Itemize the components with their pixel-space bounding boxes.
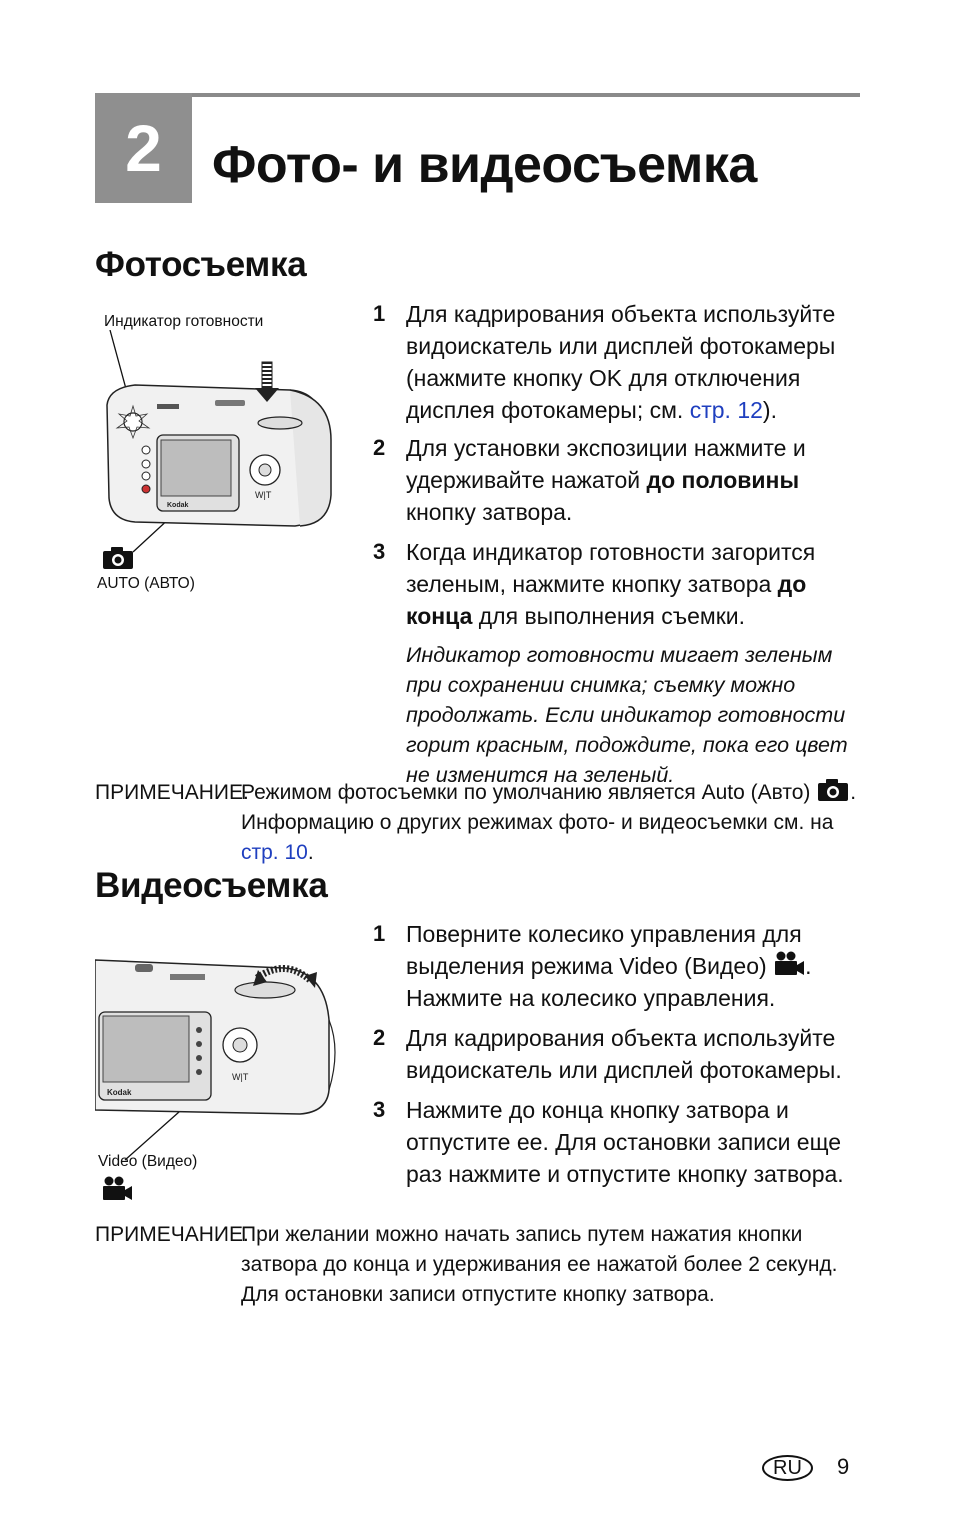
step-number: 1 xyxy=(373,921,386,946)
svg-text:Kodak: Kodak xyxy=(107,1088,132,1097)
note-line-1-end: . xyxy=(850,781,857,804)
note-line-2-end: . xyxy=(307,841,314,864)
step-text xyxy=(406,298,866,426)
step-text-tail: кнопку затвора. xyxy=(406,499,573,525)
step-text-bold: до половины xyxy=(646,467,800,493)
step-number: 2 xyxy=(373,1025,386,1050)
step-text: Нажмите до конца кнопку затвора и отпустите ее. Для остановки записи еще раз нажмите и отпустите кнопку затвора. xyxy=(406,1097,844,1187)
language-badge: RU xyxy=(762,1455,813,1481)
camera-video-illustration xyxy=(95,940,345,1170)
step-text-bold: до конца xyxy=(406,571,807,629)
page-link[interactable]: стр. 12 xyxy=(689,397,763,423)
ready-indicator-note: Индикатор готовности мигает зеленым при сохранении снимка; съемку можно продолжать. Если индикатор готовности горит красным, подождите, пока его цвет не изменится на зеленый. xyxy=(406,643,848,787)
video-mode-label: Video (Видео) xyxy=(98,1153,198,1170)
step-text: Для кадрирования объекта используйте видоискатель или дисплей фотокамеры. xyxy=(406,1025,842,1083)
svg-text:W|T: W|T xyxy=(255,490,272,500)
step-number: 3 xyxy=(373,539,386,564)
step-text xyxy=(406,918,866,1014)
chapter-number: 2 xyxy=(125,111,162,185)
step-number: 2 xyxy=(373,435,386,460)
section-title-video: Видеосъемка xyxy=(95,866,328,905)
camera-icon xyxy=(816,778,850,802)
note-line-1: Режимом фотосъемки по умолчанию является Auto (Авто) xyxy=(241,781,811,804)
step-text-body: Когда индикатор готовности загорится зеленым, нажмите кнопку затвора xyxy=(406,539,816,597)
step-text-tail: . Нажмите на колесико управления. xyxy=(406,953,812,1011)
header-rule xyxy=(192,93,860,97)
step-text xyxy=(406,536,866,632)
step-text-body: Для установки экспозиции нажмите и удерживайте нажатой xyxy=(406,435,806,493)
svg-text:Kodak: Kodak xyxy=(167,502,189,509)
step-text xyxy=(406,432,866,528)
video-camera-icon xyxy=(773,951,805,977)
note-text xyxy=(241,778,861,868)
step-text-tail: ). xyxy=(762,397,777,423)
camera-icon xyxy=(102,546,134,570)
step-text-body: Для кадрирования объекта используйте видоискатель или дисплей фотокамеры (нажмите кнопку OK для отключения дисплея фотокамеры; см. xyxy=(406,301,836,423)
page-link[interactable]: стр. 10 xyxy=(241,841,308,864)
svg-text:W|T: W|T xyxy=(232,1072,249,1082)
auto-mode-label: AUTO (АВТО) xyxy=(97,575,195,592)
note-label: ПРИМЕЧАНИЕ. xyxy=(95,1223,249,1246)
page-number: 9 xyxy=(837,1454,850,1479)
video-camera-icon xyxy=(101,1176,133,1202)
chapter-title: Фото- и видеосъемка xyxy=(212,136,757,194)
camera-back-illustration xyxy=(95,330,345,580)
step-number: 3 xyxy=(373,1097,386,1122)
step-number: 1 xyxy=(373,301,386,326)
step-text-body: Поверните колесико управления для выделения режима Video (Видео) xyxy=(406,921,802,979)
section-title-photo: Фотосъемка xyxy=(95,245,307,284)
note-label: ПРИМЕЧАНИЕ. xyxy=(95,781,249,804)
ready-indicator-label: Индикатор готовности xyxy=(104,313,264,330)
step-text-tail: для выполнения съемки. xyxy=(472,603,746,629)
note-text: При желании можно начать запись путем нажатия кнопки затвора до конца и удерживания ее нажатой более 2 секунд. Для остановки записи отпустите кнопку затвора. xyxy=(241,1223,838,1306)
note-line-2: Информацию о других режимах фото- и видеосъемки см. на xyxy=(241,811,834,834)
page-footer xyxy=(762,1452,849,1482)
